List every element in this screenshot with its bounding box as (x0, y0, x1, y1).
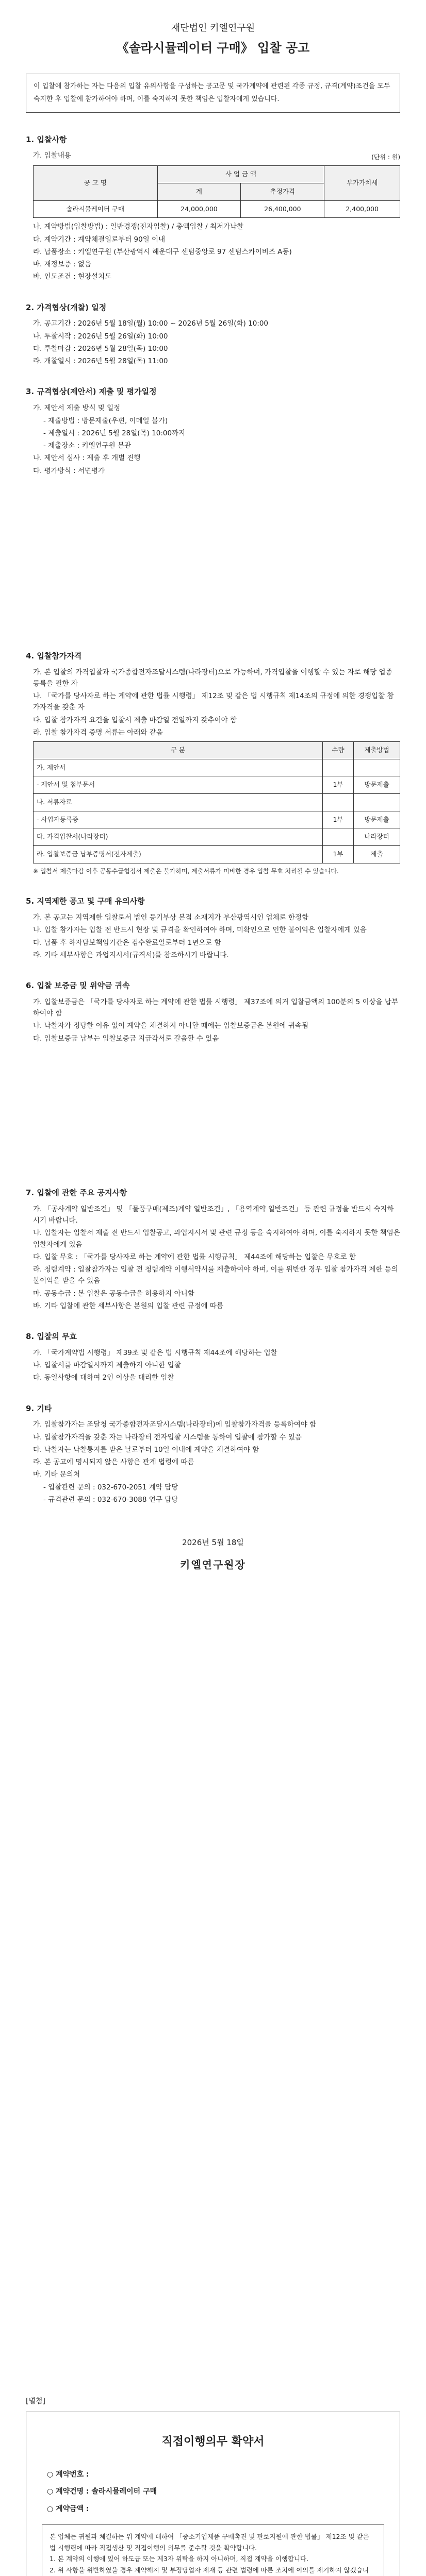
table-cell: 방문제출 (354, 776, 400, 794)
list-item: 바. 인도조건 : 현장설치도 (33, 273, 112, 281)
list-item: 가. 본 공고는 지역제한 입찰로서 법인 등기부상 본점 소재지가 부산광역시인 업체로 한정함 (33, 913, 309, 922)
pledge-form-box (26, 2412, 400, 2576)
list-item: - 제출일시 : 2026년 5월 28일(목) 10:00까지 (43, 429, 186, 437)
list-item: 라. 기타 세부사항은 과업지시서(규격서)를 참조하시기 바랍니다. (33, 951, 229, 959)
section-bid-items (26, 133, 400, 283)
intro-notice: 이 입찰에 참가하는 자는 다음의 입찰 유의사항을 구성하는 공고문 및 국가계약에 관련된 각종 규정, 규격(계약)조건을 모두 숙지한 후 입찰에 참가하여야 하며, 이를 숙지하지 못한 책임은 입찰자에게 있습니다. (26, 74, 400, 112)
bid-items-table (33, 165, 400, 218)
list-item: 마. 기타 문의처 (33, 1470, 80, 1479)
list-item: 다. 납품 후 하자담보책임기간은 검수완료일로부터 1년으로 함 (33, 938, 221, 947)
spacer (26, 1063, 400, 1187)
col-header-vat: 부가가치세 (324, 166, 400, 200)
section-title: 2. 가격협상(개찰) 일정 (26, 302, 107, 312)
section-title: 6. 입찰 보증금 및 위약금 귀속 (26, 981, 130, 991)
table-row (34, 845, 400, 863)
list-item: 가. 「공사계약 일반조건」 및 「물품구매(제조)계약 일반조건」, 「용역계약 일반조건」 등 관련 규정을 반드시 숙지하시기 바랍니다. (33, 1205, 394, 1225)
list-item: 다. 평가방식 : 서면평가 (33, 466, 105, 475)
issuer-name: 키엘연구원장 (180, 1558, 246, 1571)
table-cell: 나라장터 (354, 828, 400, 846)
table-cell (323, 828, 354, 846)
section-key-notices (26, 1187, 400, 1312)
list-item: 나. 「국가를 당사자로 하는 계약에 관한 법률 시행령」 제12조 및 같은 법 시행규칙 제14조의 규정에 의한 경쟁입찰 참가자격을 갖춘 자 (33, 692, 394, 712)
table-cell: 나. 서류자료 (34, 794, 323, 811)
list-item: 나. 입찰서를 마감일시까지 제출하지 아니한 입찰 (33, 1361, 181, 1370)
table-cell (354, 794, 400, 811)
list-item: 가. 입찰보증금은 「국가를 당사자로 하는 계약에 관한 법률 시행령」 제37조에 의거 입찰금액의 100분의 5 이상을 납부하여야 함 (33, 997, 398, 1018)
contract-name-field: ○ 계약건명 : 솔라시뮬레이터 구매 (47, 2487, 157, 2496)
list-item: 바. 기타 입찰에 관한 세부사항은 본원의 입찰 관련 규정에 따름 (33, 1301, 223, 1310)
section-title: 5. 지역제한 공고 및 구매 유의사항 (26, 896, 145, 906)
list-item: 나. 투찰시작 : 2026년 5월 26일(화) 10:00 (33, 332, 168, 341)
contact-line: - 규격관련 문의 : 032-670-3088 연구 담당 (43, 1496, 178, 1504)
section-invalid-bids (26, 1330, 400, 1384)
list-item: 라. 개찰일시 : 2026년 5월 28일(목) 11:00 (33, 357, 168, 366)
section-title: 8. 입찰의 무효 (26, 1332, 77, 1342)
col-header-total: 계 (157, 183, 241, 201)
col-header-est: 추정가격 (241, 183, 324, 201)
list-item: 다. 동일사항에 대하여 2인 이상을 대리한 입찰 (33, 1374, 174, 1382)
list-item: 가. 「국가계약법 시행령」 제39조 및 같은 법 시행규칙 제44조에 해당하는 입찰 (33, 1348, 277, 1357)
section-title: 7. 입찰에 관한 주요 공지사항 (26, 1188, 127, 1197)
page-title: 《솔라시뮬레이터 구매》 입찰 공고 (116, 40, 310, 55)
table-row (34, 811, 400, 828)
table-row (34, 759, 400, 776)
table-cell: 라. 입찰보증금 납부증명서(전자제출) (34, 845, 323, 863)
section-region-notice (26, 895, 400, 961)
list-item: 나. 입찰자는 입찰서 제출 전 반드시 입찰공고, 과업지시서 및 관련 규정 등을 숙지하여야 하며, 이를 숙지하지 못한 책임은 입찰자에게 있음 (33, 1229, 400, 1249)
contract-amount-field: ○ 계약금액 : (47, 2504, 89, 2513)
table-cell (354, 759, 400, 776)
announcement-date: 2026년 5월 18일 (182, 1538, 244, 1548)
section-eligibility (26, 650, 400, 877)
announcement-body (26, 21, 400, 1573)
table-cell: 1부 (323, 845, 354, 863)
table-row (34, 776, 400, 794)
section-title: 9. 기타 (26, 1403, 52, 1413)
table-cell: 24,000,000 (157, 200, 241, 218)
list-item: 다. 낙찰자는 낙찰통지를 받은 날로부터 10일 이내에 계약을 체결하여야 함 (33, 1445, 259, 1454)
table-cell: 2,400,000 (324, 200, 400, 218)
table-cell: 1부 (323, 776, 354, 794)
table-row (34, 828, 400, 846)
list-item: 나. 낙찰자가 정당한 이유 없이 계약을 체결하지 아니할 때에는 입찰보증금은 본원에 귀속됨 (33, 1022, 309, 1030)
list-item: 나. 제안서 심사 : 제출 후 개별 진행 (33, 454, 141, 463)
section-title: 3. 규격협상(제안서) 제출 및 평가일정 (26, 387, 157, 397)
list-item: 라. 납품장소 : 키엘연구원 (부산광역시 해운대구 센텀중앙로 97 센텀스카이비즈 A동) (33, 247, 292, 256)
table-cell: 26,400,000 (241, 200, 324, 218)
list-item: 가. 제안서 제출 방식 및 일정 (33, 404, 121, 413)
table-cell: 제출 (354, 845, 400, 863)
table-cell (323, 759, 354, 776)
table-cell: 가. 제안서 (34, 759, 323, 776)
table-cell: - 제안서 및 첨부문서 (34, 776, 323, 794)
col-header: 수량 (323, 742, 354, 759)
table-row (34, 794, 400, 811)
list-item: 다. 계약기간 : 계약체결일로부터 90일 이내 (33, 235, 166, 244)
section-title: 1. 입찰사항 (26, 134, 67, 144)
section-other (26, 1402, 400, 1506)
org-name: 재단법인 키엘연구원 (171, 23, 255, 33)
list-item: - 제출방법 : 방문제출(우편, 이메일 불가) (43, 416, 168, 425)
list-item: 라. 입찰 참가자격 증명 서류는 아래와 같음 (33, 728, 163, 737)
list-item: 라. 본 공고에 명시되지 않은 사항은 관계 법령에 따름 (33, 1458, 194, 1467)
pledge-paragraph: 2. 위 사항을 위반하였을 경우 계약해지 및 부정당업자 제재 등 관련 법령에 따른 조치에 이의를 제기하지 않겠습니 (50, 2566, 369, 2574)
spacer (26, 495, 400, 650)
pledge-paragraph: 본 업체는 귀원과 체결하는 위 계약에 대하여 「중소기업제품 구매촉진 및 판로지원에 관한 법률」 제12조 및 같은 법 시행령에 따라 직접생산 및 직접이행의 의무를 준수할 것을 확약합니다. (50, 2532, 369, 2552)
contact-line: - 입찰관련 문의 : 032-670-2051 계약 담당 (43, 1483, 178, 1492)
table-row (34, 200, 400, 218)
table-cell: - 사업자등록증 (34, 811, 323, 828)
table-cell: 솔라시뮬레이터 구매 (34, 200, 158, 218)
pledge-text-box (42, 2524, 384, 2576)
attachment-label: [별첨] (26, 2397, 45, 2405)
list-item: 가. 본 입찰의 가격입찰과 국가종합전자조달시스템(나라장터)으로 가능하며, 가격입찰을 이행할 수 있는 자로 해당 업종 등록을 필한 자 (33, 668, 392, 688)
list-item: 나. 입찰 참가자는 입찰 전 반드시 현장 및 규격을 확인하여야 하며, 미확인으로 인한 불이익은 입찰자에게 있음 (33, 926, 367, 935)
col-header: 제출방법 (354, 742, 400, 759)
table-cell: 1부 (323, 811, 354, 828)
documents-table (33, 741, 400, 863)
list-item: 다. 입찰보증금 납부는 입찰보증금 지급각서로 갈음할 수 있음 (33, 1034, 219, 1043)
section-schedule (26, 301, 400, 367)
list-item: - 제출장소 : 키엘연구원 본관 (43, 442, 132, 450)
pledge-paragraph: 1. 본 계약의 이행에 있어 하도급 또는 제3자 위탁을 하지 아니하며, 직접 계약을 이행합니다. (50, 2555, 309, 2563)
list-item: 마. 재정보증 : 없음 (33, 260, 92, 269)
list-item: 다. 입찰 참가자격 요건을 입찰서 제출 마감일 전일까지 갖추어야 함 (33, 716, 237, 724)
list-item: 마. 공동수급 : 본 입찰은 공동수급을 허용하지 아니함 (33, 1289, 194, 1298)
form-title: 직접이행의무 확약서 (161, 2435, 265, 2449)
section-title: 4. 입찰참가자격 (26, 651, 82, 660)
list-item: 가. 공고기간 : 2026년 5월 18일(월) 10:00 ~ 2026년 5월 26일(화) 10:00 (33, 319, 269, 328)
list-item: 가. 입찰참가자는 조달청 국가종합전자조달시스템(나라장터)에 입찰참가자격을 등록하여야 함 (33, 1420, 317, 1429)
table-note: ※ 입찰서 제출마감 이후 공동수급협정서 제출은 불가하며, 제출서류가 미비한 경우 입찰 무효 처리될 수 있습니다. (33, 867, 339, 875)
table-cell (323, 794, 354, 811)
list-item: 다. 투찰마감 : 2026년 5월 28일(목) 10:00 (33, 344, 168, 353)
table-cell: 방문제출 (354, 811, 400, 828)
section-proposal (26, 385, 400, 476)
list-item: 라. 청렴계약 : 입찰참가자는 입찰 전 청렴계약 이행서약서를 제출하여야 하며, 이를 위반한 경우 입찰 참가자격 제한 등의 불이익을 받을 수 있음 (33, 1265, 398, 1285)
list-item: 다. 입찰 무효 : 「국가를 당사자로 하는 계약에 관한 법률 시행규칙」 제44조에 해당하는 입찰은 무효로 함 (33, 1252, 356, 1261)
contract-number-field: ○ 계약번호 : (47, 2470, 89, 2479)
col-header: 구 분 (34, 742, 323, 759)
col-header-group: 사 업 금 액 (157, 166, 324, 183)
col-header-title: 공 고 명 (34, 166, 158, 200)
table-cell: 다. 가격입찰서(나라장터) (34, 828, 323, 846)
section-deposit (26, 979, 400, 1044)
bid-content-label: 가. 입찰내용 (33, 151, 71, 160)
list-item: 나. 입찰참가자격을 갖춘 자는 나라장터 전자입찰 시스템을 통하여 입찰에 참가할 수 있음 (33, 1433, 302, 1442)
attachment-form (26, 2396, 400, 2576)
unit-label: (단위 : 원) (371, 153, 400, 161)
list-item: 나. 계약방법(입찰방법) : 일반경쟁(전자입찰) / 총액입찰 / 최저가낙찰 (33, 223, 244, 231)
